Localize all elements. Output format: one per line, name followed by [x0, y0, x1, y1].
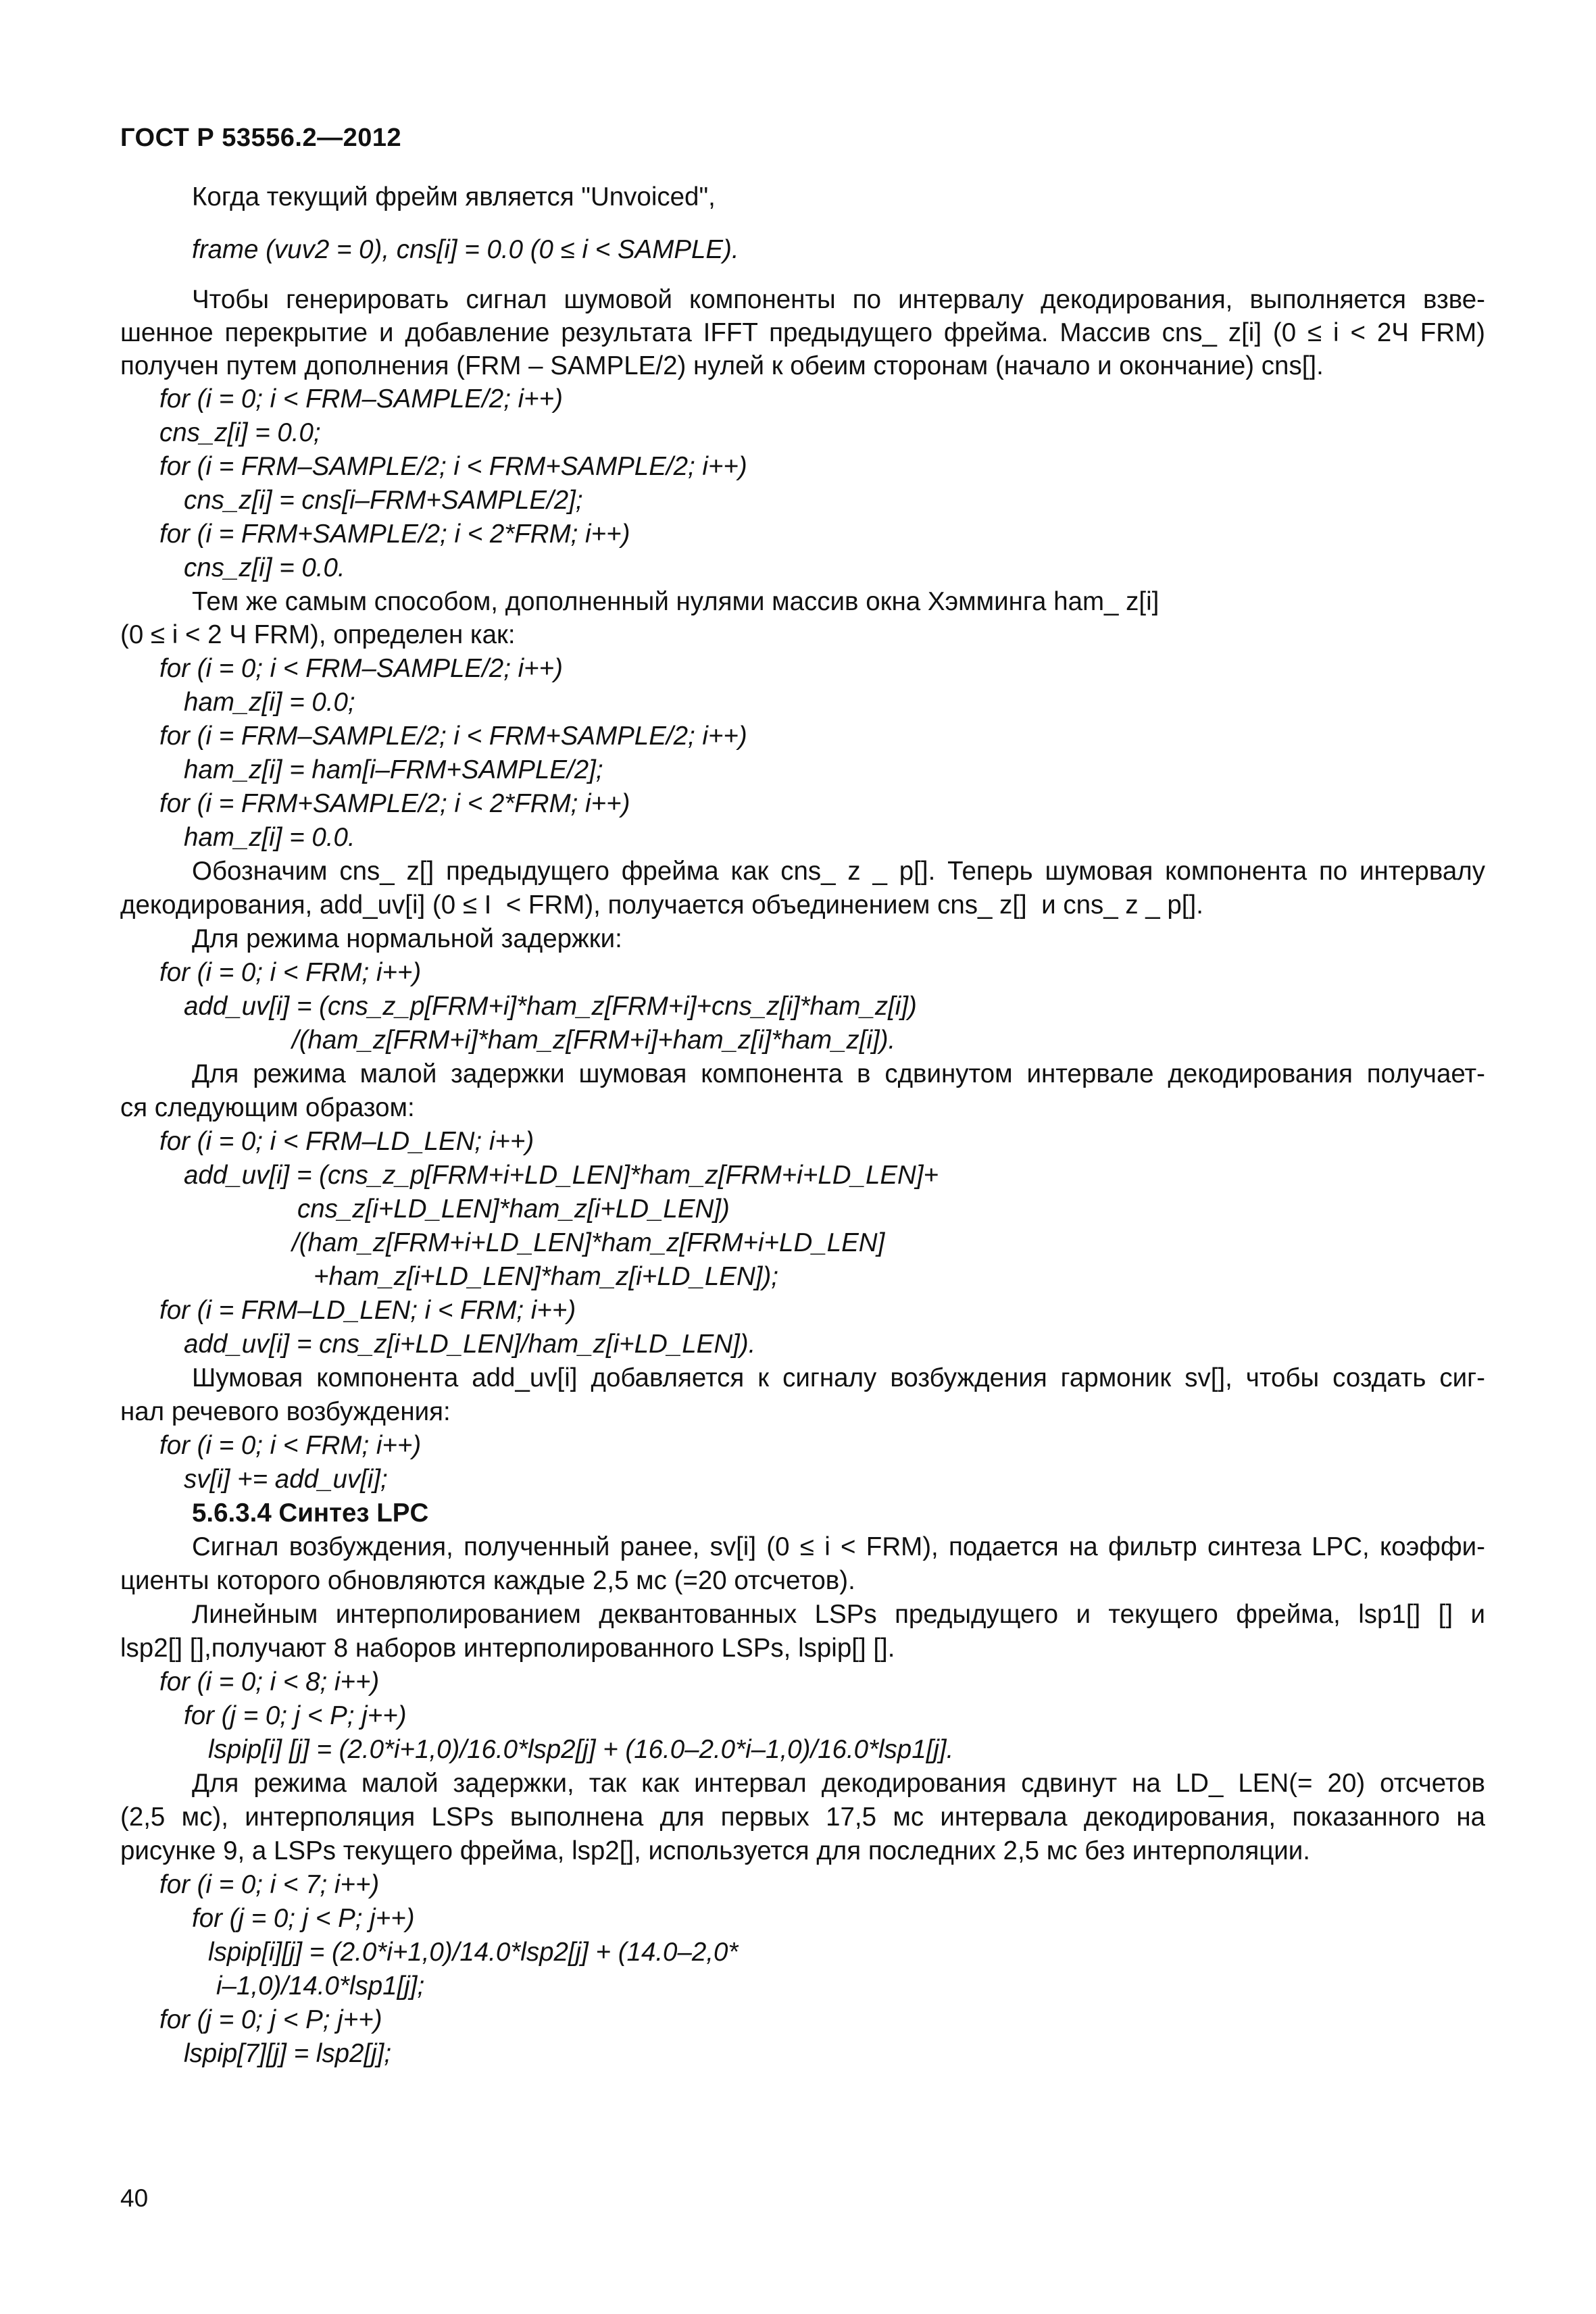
code-line: frame (vuv2 = 0), cns[i] = 0.0 (0 ≤ i < SAMPLE). — [192, 235, 739, 264]
text-line: (2,5 мс), интерполяция LSPs выполнена для первых 17,5 мс интервала декодирования, показанного на — [120, 1803, 1485, 1832]
code-line: cns_z[i+LD_LEN]*ham_z[i+LD_LEN]) — [297, 1194, 730, 1224]
code-line: for (j = 0; j < P; j++) — [184, 1701, 407, 1730]
code-line: for (j = 0; j < P; j++) — [192, 1904, 415, 1933]
code-line: lspip[i] [j] = (2.0*i+1,0)/16.0*lsp2[j] + (16.0–2.0*i–1,0)/16.0*lsp1[j]. — [208, 1735, 954, 1764]
code-line: ham_z[i] = ham[i–FRM+SAMPLE/2]; — [184, 755, 603, 784]
text-line: Для режима нормальной задержки: — [192, 924, 622, 953]
text-line: шенное перекрытие и добавление результата IFFT предыдущего фрейма. Массив cns_ z[i] (0 ≤ i < 2Ч FRM) — [120, 318, 1485, 347]
code-line: i–1,0)/14.0*lsp1[j]; — [216, 1971, 425, 2001]
code-line: for (j = 0; j < P; j++) — [159, 2005, 382, 2034]
code-line: for (i = 0; i < FRM–SAMPLE/2; i++) — [159, 654, 563, 683]
code-line: cns_z[i] = 0.0. — [184, 553, 345, 582]
code-line: for (i = 0; i < 8; i++) — [159, 1667, 380, 1696]
text-line: Тем же самым способом, дополненный нулями массив окна Хэмминга ham_ z[i] — [192, 587, 1159, 616]
code-line: /(ham_z[FRM+i+LD_LEN]*ham_z[FRM+i+LD_LEN] — [292, 1228, 885, 1257]
code-line: for (i = 0; i < FRM; i++) — [159, 958, 422, 987]
code-line: cns_z[i] = 0.0; — [159, 418, 321, 447]
code-line: for (i = FRM–SAMPLE/2; i < FRM+SAMPLE/2; i++) — [159, 722, 747, 751]
code-line: /(ham_z[FRM+i]*ham_z[FRM+i]+ham_z[i]*ham_z[i]). — [292, 1026, 896, 1055]
code-line: ham_z[i] = 0.0. — [184, 823, 355, 852]
text-line: Обозначим cns_ z[] предыдущего фрейма как cns_ z _ p[]. Теперь шумовая компонента по интервалу — [192, 857, 1485, 886]
text-line: рисунке 9, а LSPs текущего фрейма, lsp2[], используется для последних 2,5 мс без интерполяции. — [120, 1836, 1310, 1865]
code-line: for (i = FRM+SAMPLE/2; i < 2*FRM; i++) — [159, 789, 630, 818]
code-line: cns_z[i] = cns[i–FRM+SAMPLE/2]; — [184, 486, 583, 515]
code-line: for (i = 0; i < FRM–SAMPLE/2; i++) — [159, 384, 563, 413]
code-line: lspip[7][j] = lsp2[j]; — [184, 2039, 392, 2068]
code-line: for (i = 0; i < FRM–LD_LEN; i++) — [159, 1127, 534, 1156]
text-line: Когда текущий фрейм является "Unvoiced", — [192, 182, 716, 211]
section-heading: 5.6.3.4 Синтез LPC — [192, 1499, 429, 1528]
code-line: sv[i] += add_uv[i]; — [184, 1465, 388, 1494]
text-line: ся следующим образом: — [120, 1093, 415, 1122]
code-line: add_uv[i] = (cns_z_p[FRM+i]*ham_z[FRM+i]+cns_z[i]*ham_z[i]) — [184, 992, 917, 1021]
text-line: декодирования, add_uv[i] (0 ≤ I < FRM), получается объединением cns_ z[] и cns_ z _ p[]. — [120, 890, 1203, 920]
code-line: +ham_z[i+LD_LEN]*ham_z[i+LD_LEN]); — [314, 1262, 778, 1291]
text-line: Сигнал возбуждения, полученный ранее, sv[i] (0 ≤ i < FRM), подается на фильтр синтеза LPC, коэффи- — [192, 1532, 1485, 1561]
code-line: add_uv[i] = (cns_z_p[FRM+i+LD_LEN]*ham_z[FRM+i+LD_LEN]+ — [184, 1161, 939, 1190]
text-line: нал речевого возбуждения: — [120, 1397, 451, 1426]
code-line: ham_z[i] = 0.0; — [184, 688, 355, 717]
text-line: Для режима малой задержки, так как интервал декодирования сдвинут на LD_ LEN(= 20) отсчетов — [192, 1769, 1485, 1798]
code-line: for (i = 0; i < FRM; i++) — [159, 1431, 422, 1460]
code-line: for (i = FRM–SAMPLE/2; i < FRM+SAMPLE/2; i++) — [159, 452, 747, 481]
code-line: for (i = FRM+SAMPLE/2; i < 2*FRM; i++) — [159, 520, 630, 549]
text-line: Чтобы генерировать сигнал шумовой компоненты по интервалу декодирования, выполняется взве- — [192, 285, 1485, 314]
text-line: (0 ≤ i < 2 Ч FRM), определен как: — [120, 620, 516, 649]
text-line: lsp2[] [],получают 8 наборов интерполированного LSPs, lspip[] []. — [120, 1634, 895, 1663]
text-line: Шумовая компонента add_uv[i] добавляется к сигналу возбуждения гармоник sv[], чтобы создать сиг- — [192, 1363, 1485, 1392]
code-line: add_uv[i] = cns_z[i+LD_LEN]/ham_z[i+LD_LEN]). — [184, 1330, 756, 1359]
text-line: Линейным интерполированием деквантованных LSPs предыдущего и текущего фрейма, lsp1[] [] и — [192, 1600, 1485, 1629]
standard-header: ГОСТ Р 53556.2—2012 — [120, 124, 402, 152]
text-line: Для режима малой задержки шумовая компонента в сдвинутом интервале декодирования получает- — [192, 1059, 1485, 1088]
text-line: получен путем дополнения (FRM – SAMPLE/2) нулей к обеим сторонам (начало и окончание) cns[]. — [120, 351, 1324, 380]
text-line: циенты которого обновляются каждые 2,5 мс (=20 отсчетов). — [120, 1566, 855, 1595]
code-line: for (i = FRM–LD_LEN; i < FRM; i++) — [159, 1296, 576, 1325]
code-line: lspip[i][j] = (2.0*i+1,0)/14.0*lsp2[j] + (14.0–2,0* — [208, 1938, 739, 1967]
code-line: for (i = 0; i < 7; i++) — [159, 1870, 380, 1899]
page-number: 40 — [120, 2184, 149, 2212]
